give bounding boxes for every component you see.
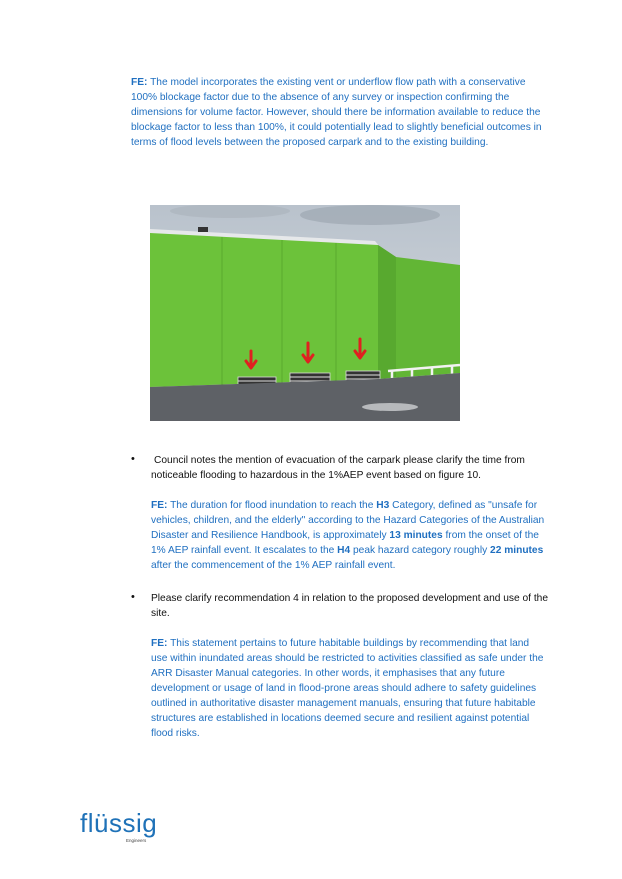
fe-text: The duration for flood inundation to reach the	[167, 500, 377, 511]
question-text: Council notes the mention of evacuation of the carpark please clarify the time from noticeable flooding to hazardous in the 1%AEP event based on figure 10.	[151, 455, 525, 481]
council-question-evacuation	[151, 453, 549, 483]
logo-subtitle: Engineers	[126, 838, 147, 843]
fe-text: The model incorporates the existing vent or underflow flow path with a conservative 100% blockage factor due to the absence of any survey or inspection confirming the dimensions for volume factor. However, should there be information available to reduce the blockage factor to less than 100%, it could potentially lead to slightly beneficial outcomes in terms of flood levels between the proposed carpark and to the existing building.	[131, 77, 542, 148]
fe-text: peak hazard category roughly	[350, 545, 491, 556]
minutes-13: 13 minutes	[389, 530, 443, 541]
fe-response-hazard-timing	[151, 498, 546, 573]
fe-prefix: FE:	[131, 77, 148, 88]
fe-response-vent	[131, 75, 546, 150]
minutes-22: 22 minutes	[490, 545, 544, 556]
h3-label: H3	[376, 500, 390, 511]
flussig-logo: flüssig	[80, 808, 158, 838]
fe-text: Category, defined as "unsafe for vehicles, children, and the elderly" according to the Hazard Categories of the Australian Disaster and Resilience Handbook, is approximately	[151, 500, 545, 541]
council-question-recommendation	[151, 591, 551, 621]
bullet-marker: •	[131, 591, 135, 603]
fe-prefix: FE:	[151, 638, 168, 649]
fe-response-recommendation	[151, 636, 547, 741]
fe-text: after the commencement of the 1% AEP rainfall event.	[151, 560, 396, 571]
fe-text: This statement pertains to future habitable buildings by recommending that land use within inundated areas should be restricted to activities classified as safe under the ARR Disaster Manual categories. In other words, it emphasises that any future development or usage of land in flood-prone areas should adhere to safety guidelines outlined in authoritative disaster management manuals, ensuring that future habitable structures are established in locations deemed secure and resilient against potential flood risks.	[151, 638, 544, 739]
question-text: Please clarify recommendation 4 in relation to the proposed development and use of the site.	[151, 593, 548, 619]
fe-text: from the onset of the 1% AEP rainfall event. It escalates to the	[151, 530, 539, 556]
fe-prefix: FE:	[151, 500, 168, 511]
bullet-marker: •	[131, 453, 135, 465]
h4-label: H4	[337, 545, 351, 556]
building-vent-photo	[150, 205, 460, 421]
